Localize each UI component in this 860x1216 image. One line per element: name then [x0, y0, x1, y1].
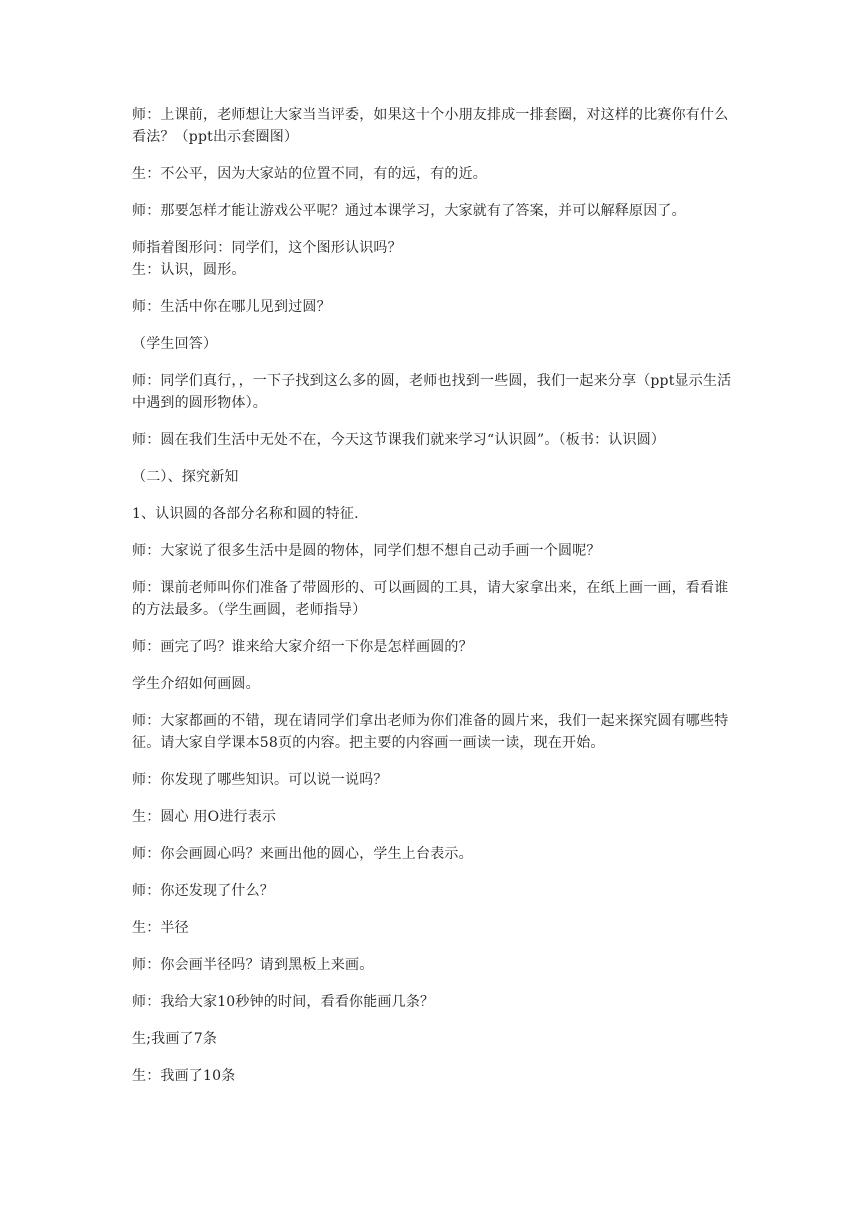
- paragraph: 生：我画了10条: [132, 1068, 236, 1084]
- subsection-heading: 1、认识圆的各部分名称和圆的特征.: [132, 506, 359, 522]
- paragraph: 师：画完了吗？谁来给大家介绍一下你是怎样画圆的？: [132, 639, 473, 655]
- paragraph: 师：大家说了很多生活中是圆的物体，同学们想不想自己动手画一个圆呢？: [132, 543, 601, 559]
- paragraph: 师：你还发现了什么？: [132, 883, 274, 899]
- paragraph: 师：圆在我们生活中无处不在，今天这节课我们就来学习“认识圆”。（板书：认识圆）: [132, 432, 666, 448]
- paragraph: 生：半径: [132, 920, 189, 936]
- paragraph: 师：那要怎样才能让游戏公平呢？通过本课学习，大家就有了答案，并可以解释原因了。: [132, 203, 686, 219]
- paragraph: 生：不公平，因为大家站的位置不同，有的远，有的近。: [132, 166, 487, 182]
- paragraph: 学生介绍如何画圆。: [132, 676, 260, 692]
- paragraph: 师：你发现了哪些知识。可以说一说吗？: [132, 772, 388, 788]
- section-heading: （二）、探究新知: [132, 469, 239, 485]
- paragraph: 生;我画了7条: [132, 1031, 218, 1047]
- paragraph: 师：我给大家10秒钟的时间，看看你能画几条？: [132, 994, 435, 1010]
- paragraph: 师：你会画圆心吗？来画出他的圆心，学生上台表示。: [132, 846, 473, 862]
- paragraph: 生：认识，圆形。: [132, 262, 246, 278]
- paragraph: 师：上课前，老师想让大家当当评委，如果这十个小朋友排成一排套圈，对这样的比赛你有什么看法？（ppt出示套圈图）: [132, 107, 729, 145]
- paragraph: （学生回答）: [132, 336, 218, 352]
- paragraph: 师：大家都画的不错，现在请同学们拿出老师为你们准备的圆片来，我们一起来探究圆有哪些特征。请大家自学课本58页的内容。把主要的内容画一画读一读，现在开始。: [132, 713, 729, 751]
- paragraph: 师：课前老师叫你们准备了带圆形的、可以画圆的工具，请大家拿出来，在纸上画一画，看看谁的方法最多。（学生画圆，老师指导）: [132, 580, 729, 618]
- document-body: [132, 104, 732, 1102]
- paragraph: 师：你会画半径吗？请到黑板上来画。: [132, 957, 374, 973]
- paragraph: 师：同学们真行，，一下子找到这么多的圆，老师也找到一些圆，我们一起来分享（ppt显示生活中遇到的圆形物体）。: [132, 373, 732, 411]
- paragraph: 生：圆心 用O进行表示: [132, 809, 277, 825]
- paragraph: 师指着图形问：同学们，这个图形认识吗？: [132, 240, 402, 256]
- paragraph: 师：生活中你在哪儿见到过圆？: [132, 299, 331, 315]
